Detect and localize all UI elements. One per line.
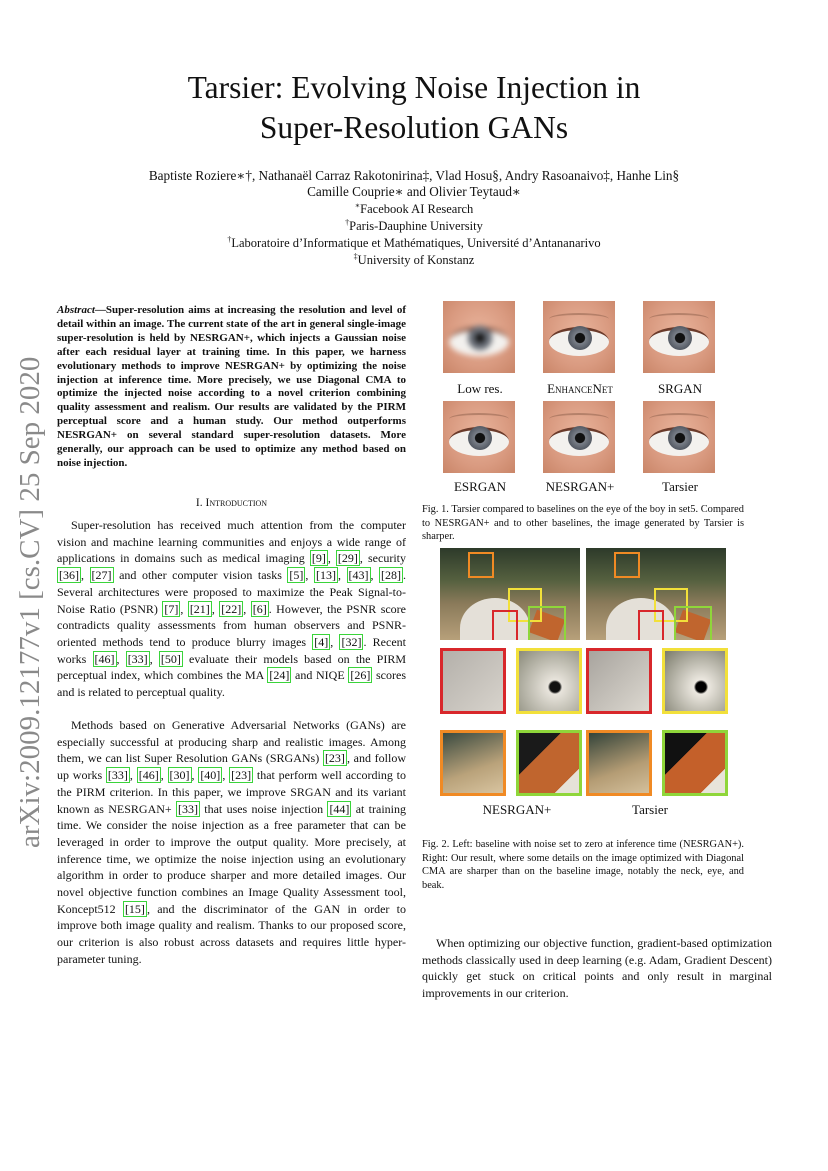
affiliation-3: †Laboratoire d’Informatique et Mathématiques, Université d’Antananarivo xyxy=(227,234,601,250)
citation-link[interactable]: [13] xyxy=(315,568,336,583)
crop-eye-baseline xyxy=(516,648,582,714)
citation-link[interactable]: [23] xyxy=(324,751,345,766)
eye-image-esrgan xyxy=(443,401,515,473)
eye-image-tarsier xyxy=(643,401,715,473)
fig1-caption: Fig. 1. Tarsier compared to baselines on the eye of the boy in set5. Compared to NESRGAN+ and to other baselines, the image generated by Tarsier is sharper. xyxy=(422,504,744,542)
citation-link[interactable]: [36] xyxy=(59,568,79,583)
abstract xyxy=(57,304,406,471)
citation-link[interactable]: [21] xyxy=(189,601,210,616)
arxiv-identifier: arXiv:2009.12177v1 [cs.CV] 25 Sep 2020 xyxy=(14,356,46,848)
figure-1 xyxy=(440,301,730,501)
fig1-label-esrgan: ESRGAN xyxy=(453,479,506,494)
fig2-label-tarsier: Tarsier xyxy=(632,802,668,817)
title-line-1: Tarsier: Evolving Noise Injection in xyxy=(187,70,641,105)
citation-link[interactable]: [15] xyxy=(124,901,145,916)
title-line-2: Super-Resolution GANs xyxy=(259,110,569,145)
citation-link[interactable]: [27] xyxy=(91,568,112,583)
eye-image-low-res xyxy=(443,301,515,373)
citation-link[interactable]: [5] xyxy=(289,568,304,583)
citation-link[interactable]: [26] xyxy=(350,668,371,683)
citation-link[interactable]: [46] xyxy=(94,651,115,666)
citation-link[interactable]: [50] xyxy=(160,651,181,666)
citation-link[interactable]: [4] xyxy=(314,634,329,649)
citation-link[interactable]: [22] xyxy=(221,601,242,616)
eye-image-enhancenet xyxy=(543,301,615,373)
intro-paragraph-1: Super-resolution has received much attention from the computer vision and machine learning communities and enjoys a wide range of applications in domains such as medical imaging [9] , [29] , security [36] , [27] and other computer vision tasks [5] , [13] , [43] , [28] . Several architectures were proposed to maximize the Peak Signal-to-Noise Ratio (PSNR) [7] , [21] , [22] , [6] . However, the PSNR score contradicts quality assessments from human observers and PSNR-oriented methods tend to produce blurry images [4] , [32] . Recent works [46] , [33] , [50] evaluate their models based on the PIRM perceptual index, which combines the MA [24] and NIQE [26] scores and is related to perceptual quality. xyxy=(57,518,407,700)
crop-beak-tarsier xyxy=(662,730,728,796)
paper-title xyxy=(60,68,768,148)
author-list xyxy=(40,168,788,200)
citation-link[interactable]: [6] xyxy=(252,601,267,616)
crop-eye-tarsier xyxy=(662,648,728,714)
citation-link[interactable]: [30] xyxy=(169,768,190,783)
authors-line-2: Camille Couprie∗ and Olivier Teytaud∗ xyxy=(307,184,521,199)
crop-neck-baseline xyxy=(440,648,506,714)
fig1-label-srgan: SRGAN xyxy=(657,381,703,396)
citation-link[interactable]: [33] xyxy=(127,651,148,666)
right-column-paragraph: When optimizing our objective function, gradient-based optimization methods classically used in deep learning (e.g. Adam, Gradient Descent) quickly get stuck on critical points and only result in marginal improvements in our criterion. xyxy=(422,936,772,1001)
citation-link[interactable]: [7] xyxy=(164,601,179,616)
citation-link[interactable]: [28] xyxy=(381,568,402,583)
swan-image-nesrgan-plus xyxy=(440,548,580,640)
swan-image-tarsier xyxy=(586,548,726,640)
affiliation-1: ∗Facebook AI Research xyxy=(354,200,474,216)
citation-link[interactable]: [46] xyxy=(138,768,159,783)
citation-link[interactable]: [23] xyxy=(231,768,252,783)
section-heading: I. Introduction xyxy=(195,497,268,509)
authors-line-1: Baptiste Roziere∗†, Nathanaël Carraz Rakotonirina‡, Vlad Hosu§, Andry Rasoanaivo‡, Hanhe Lin§ xyxy=(148,168,680,183)
citation-link[interactable]: [29] xyxy=(337,551,358,566)
citation-link[interactable]: [44] xyxy=(329,801,350,816)
fig2-caption: Fig. 2. Left: baseline with noise set to zero at inference time (NESRGAN+). Right: Our result, where some details on the image optimized with Diagonal CMA are sharper than on the baseline image, notably the neck, eye, and beak. xyxy=(422,839,744,891)
eye-image-srgan xyxy=(643,301,715,373)
citation-link[interactable]: [9] xyxy=(311,551,326,566)
crop-beak-baseline xyxy=(516,730,582,796)
fig1-label-low-res: Low res. xyxy=(457,381,503,396)
abstract-label: Abstract xyxy=(57,304,95,316)
intro-paragraph-2: Methods based on Generative Adversarial Networks (GANs) are especially successful at producing sharp and realistic images. Among them, we can list Super Resolution GANs (SRGANs) [23] , and follow up works [33] , [46] , [30] , [40] , [23] that perform well according to the PIRM criterion. In this paper, we improve SRGAN and its variant known as NESRGAN+ [33] that uses noise injection [44] at training time. We consider the noise injection as a free parameter that can be leveraged in order to improve the output quality. More precisely, at inference time, we optimize the noise injection using an evolutionary algorithm in order to produce sharper and more detailed images. Our novel objective function combines an Image Quality Assessment tool, Koncept512 [15] , and the discriminator of the GAN in order to improve both image quality and realism. Thanks to our proposed score, our criterion is also robust across datasets and requires little hyper-parameter tuning. xyxy=(57,718,407,966)
crop-background-tarsier xyxy=(586,730,652,796)
affiliation-4: ‡University of Konstanz xyxy=(353,251,475,267)
abstract-text: —Super-resolution aims at increasing the resolution and level of detail within an image. The current state of the art in general single-image super-resolution is held by NESRGAN+, which injects a Gaussian noise after each residual layer at training time. In this paper, we harness evolutionary methods to improve NESRGAN+ by optimizing the noise injection at inference time. More precisely, we use Diagonal CMA to optimize the injected noise according to a novel criterion combining quality assessment and realism. Our results are validated by the PIRM perceptual score and a human study. Our method outperforms NESRGAN+ on several standard super-resolution datasets. More generally, our approach can be used to optimize any method based on noise injection. xyxy=(57,304,406,469)
citation-link[interactable]: [40] xyxy=(200,768,221,783)
citation-link[interactable]: [33] xyxy=(107,768,128,783)
fig1-label-tarsier: Tarsier xyxy=(662,479,698,494)
crop-neck-tarsier xyxy=(586,648,652,714)
affiliation-2: †Paris-Dauphine University xyxy=(345,217,483,233)
crop-background-baseline xyxy=(440,730,506,796)
citation-link[interactable]: [32] xyxy=(341,634,362,649)
citation-link[interactable]: [43] xyxy=(348,568,369,583)
citation-link[interactable]: [33] xyxy=(177,801,198,816)
figure-2 xyxy=(440,548,730,828)
fig1-label-nesrgan-plus: NESRGAN+ xyxy=(545,479,615,494)
fig2-label-nesrgan-plus: NESRGAN+ xyxy=(482,802,552,817)
fig1-label-enhancenet: EnhanceNet xyxy=(547,381,613,396)
eye-image-nesrgan-plus xyxy=(543,401,615,473)
citation-link[interactable]: [24] xyxy=(269,668,290,683)
